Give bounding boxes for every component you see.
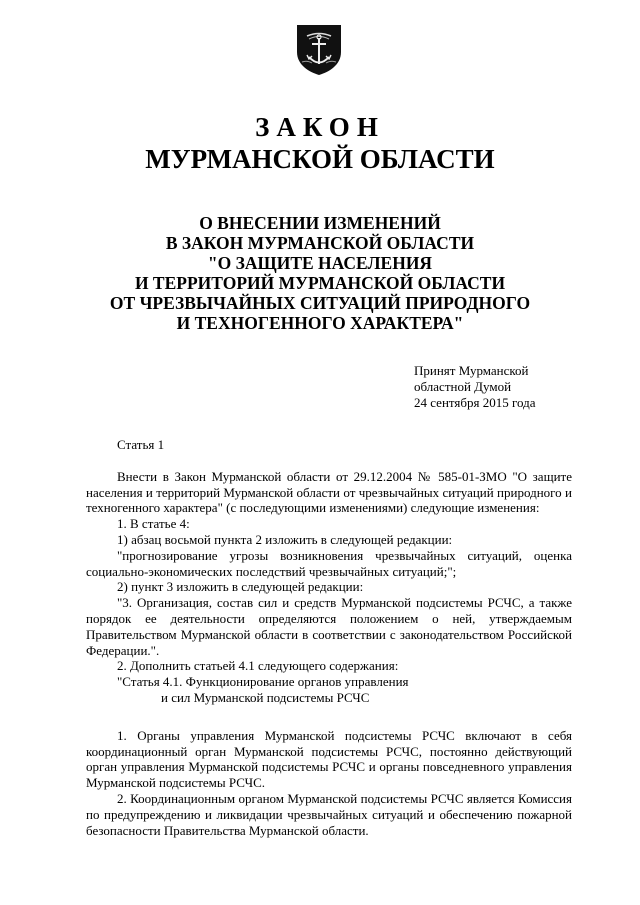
adoption-line: Принят Мурманской bbox=[414, 363, 529, 378]
item-1: 1. В статье 4: bbox=[117, 516, 190, 532]
item-1-2: 2) пункт 3 изложить в следующей редакции: bbox=[117, 579, 364, 595]
adoption-line: областной Думой bbox=[414, 379, 512, 394]
law-subject-heading bbox=[60, 213, 580, 333]
subject-line: В ЗАКОН МУРМАНСКОЙ ОБЛАСТИ bbox=[165, 233, 475, 253]
paragraph-2: 2. Координационным органом Мурманской подсистемы РСЧС является Комиссия по предупреждению и ликвидации чрезвычайных ситуаций и обеспечению пожарной безопасности Правительства Мурманской области. bbox=[86, 790, 572, 838]
subject-line: И ТЕРРИТОРИЙ МУРМАНСКОЙ ОБЛАСТИ bbox=[134, 273, 506, 293]
article-4-1-title-cont: и сил Мурманской подсистемы РСЧС bbox=[161, 689, 370, 705]
region-title: МУРМАНСКОЙ ОБЛАСТИ bbox=[145, 144, 495, 174]
adoption-note bbox=[414, 363, 536, 411]
paragraph-1: 1. Органы управления Мурманской подсистемы РСЧС включают в себя координационный орган Мурманской подсистемы РСЧС, постоянно действующий орган управления Мурманской подсистемы РСЧС и органы повседневного управления Мурманской подсистемы РСЧС. bbox=[86, 727, 572, 791]
subject-line: ОТ ЧРЕЗВЫЧАЙНЫХ СИТУАЦИЙ ПРИРОДНОГО bbox=[109, 293, 531, 313]
law-title: ЗАКОН bbox=[255, 112, 385, 142]
law-body bbox=[86, 437, 572, 838]
item-1-2-text: "3. Организация, состав сил и средств Мурманской подсистемы РСЧС, а также порядок ее деятельности определяются положением о ней, утверждаемым Правительством Мурманской области в соответствии с законодательством Российской Федерации.". bbox=[86, 595, 572, 658]
adoption-date: 24 сентября 2015 года bbox=[414, 395, 536, 410]
item-1-1-text: "прогнозирование угрозы возникновения чрезвычайных ситуаций, оценка социально-экономических последствий чрезвычайных ситуаций;"; bbox=[86, 547, 572, 579]
subject-line: И ТЕХНОГЕННОГО ХАРАКТЕРА" bbox=[176, 313, 464, 333]
intro-paragraph: Внести в Закон Мурманской области от 29.12.2004 № 585-01-ЗМО "О защите населения и территорий Мурманской области от чрезвычайных ситуаций природного и техногенного характера" (с последующими изменениями) следующие изменения: bbox=[86, 468, 572, 516]
subject-line: О ВНЕСЕНИИ ИЗМЕНЕНИЙ bbox=[199, 213, 441, 233]
item-2: 2. Дополнить статьей 4.1 следующего содержания: bbox=[117, 658, 399, 674]
item-1-1: 1) абзац восьмой пункта 2 изложить в следующей редакции: bbox=[117, 531, 453, 547]
murmansk-coat-of-arms-icon bbox=[293, 22, 345, 76]
article-label: Статья 1 bbox=[117, 437, 165, 452]
subject-line: "О ЗАЩИТЕ НАСЕЛЕНИЯ bbox=[207, 253, 433, 273]
article-4-1-title: "Статья 4.1. Функционирование органов управления bbox=[117, 674, 409, 690]
